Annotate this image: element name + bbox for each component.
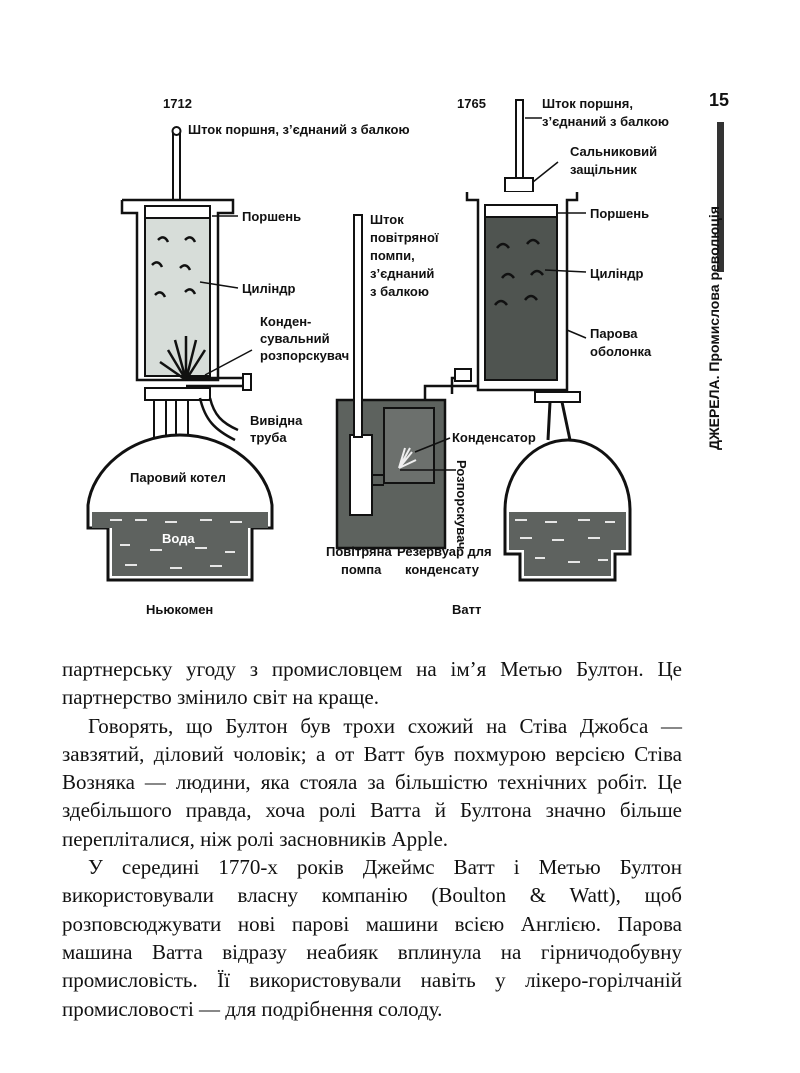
watt-label-tank-1: Резервуар для — [397, 544, 492, 559]
watt-label-rod-2: з’єднаний з балкою — [542, 114, 670, 129]
watt-label-pump-1: Повітряна — [326, 544, 392, 559]
newcomen-engine — [88, 127, 272, 580]
watt-label-pump-rod-4: з’єднаний — [370, 266, 435, 281]
page-number: 15 — [709, 90, 730, 110]
newcomen-label-cylinder: Циліндр — [242, 281, 296, 296]
watt-label-pump-rod-3: помпи, — [370, 248, 415, 263]
watt-label-gland-2: защільник — [570, 162, 637, 177]
paragraph-2: Говорять, що Бултон був трохи схожий на Стіва Джобса — завзятий, діловий чоловік; а от Ватт був похмурою версією Стіва Возняка — людини, яка стояла за більшістю технічних робіт. Це здебільшого правда, хоча ролі Ватта й Бултона значно більше перепліталися, ніж ролі засновників Apple. — [62, 713, 682, 851]
newcomen-label-piston: Поршень — [242, 209, 302, 224]
watt-label-pump-rod-2: повітряної — [370, 230, 439, 245]
watt-label-gland-1: Сальниковий — [570, 144, 658, 159]
newcomen-label-rod: Шток поршня, з’єднаний з балкою — [188, 122, 410, 137]
watt-label-rod-1: Шток поршня, — [542, 96, 633, 111]
newcomen-label-spray-2: сувальний — [260, 331, 330, 346]
watt-year: 1765 — [457, 96, 486, 111]
watt-label-jacket-1: Парова — [590, 326, 638, 341]
newcomen-label-boiler: Паровий котел — [130, 470, 226, 485]
watt-label-pump-rod-5: з балкою — [370, 284, 429, 299]
newcomen-label-spray-3: розпорскувач — [260, 348, 350, 363]
newcomen-label-pipe-2: труба — [250, 430, 287, 445]
paragraph-1: партнерську угоду з промисловцем на ім’я Метью Бултон. Це партнерство змінило світ на краще. — [62, 657, 682, 710]
newcomen-caption: Ньюкомен — [146, 602, 214, 617]
watt-label-piston: Поршень — [590, 206, 650, 221]
watt-label-sprayer: Розпорскувач — [454, 460, 469, 550]
watt-label-tank-2: конденсату — [405, 562, 480, 577]
newcomen-label-spray-1: Конден- — [260, 314, 312, 329]
running-head: ДЖЕРЕЛА. Промислова революція — [706, 206, 722, 450]
paragraph-3: У середині 1770-х років Джеймс Ватт і Метью Бултон використовували власну компанію (Boulton & Watt), щоб розповсюджувати нові парові машини всією Англією. Парова машина Ватта відразу неабияк вплинула на гірничодобувну промисловість. Її використовували навіть у лікеро-горілчаній промисловості — для подрібнення солоду. — [62, 855, 682, 1021]
body-text — [62, 655, 682, 1023]
newcomen-year: 1712 — [163, 96, 192, 111]
watt-label-pump-rod-1: Шток — [370, 212, 404, 227]
newcomen-label-water: Вода — [162, 531, 195, 546]
watt-caption: Ватт — [452, 602, 482, 617]
newcomen-label-pipe-1: Вивідна — [250, 413, 303, 428]
watt-label-condenser: Конденсатор — [452, 430, 536, 445]
watt-label-jacket-2: оболонка — [590, 344, 652, 359]
watt-label-cylinder: Циліндр — [590, 266, 644, 281]
watt-label-pump-2: помпа — [341, 562, 382, 577]
